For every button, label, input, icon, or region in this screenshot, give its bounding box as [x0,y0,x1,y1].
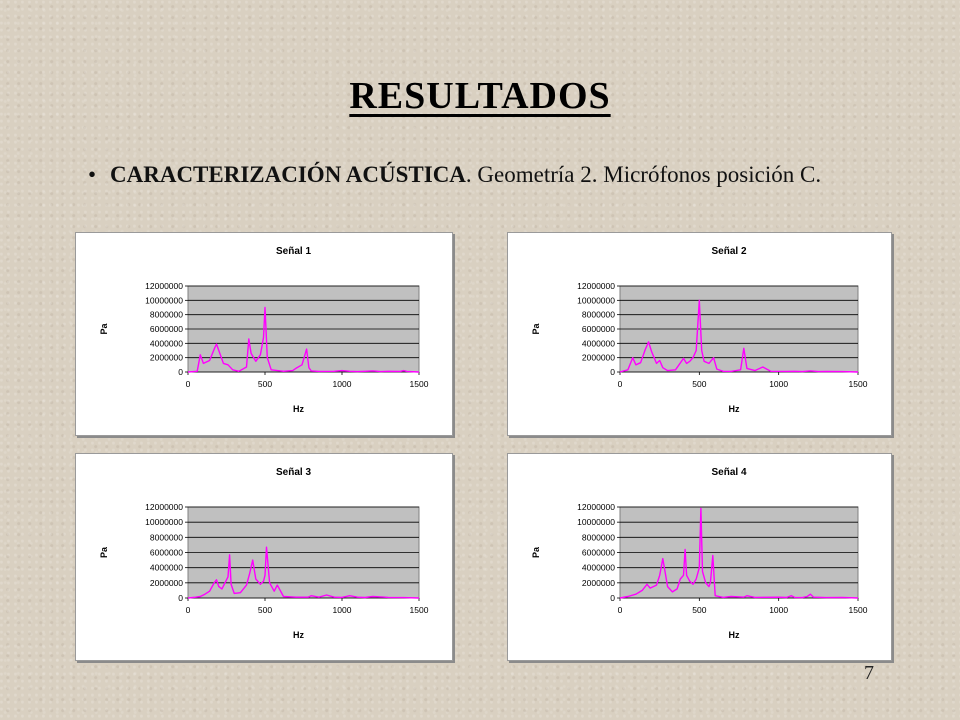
chart1-y-axis-label: Pa [99,323,109,335]
chart3-y-tick-label: 2000000 [149,577,183,588]
chart2-y-tick-label: 8000000 [581,309,615,320]
chart4-x-axis-label: Hz [728,630,740,640]
chart4-y-tick-label: 6000000 [581,547,615,558]
bullet-bold-text: CARACTERIZACIÓN ACÚSTICA [110,162,466,187]
chart4-y-tick-label: 8000000 [581,532,615,543]
chart3-x-tick-label: 0 [185,605,191,615]
chart2-y-tick-label: 12000000 [577,281,615,291]
chart3-x-axis-label: Hz [293,630,304,640]
chart4-x-tick-label: 500 [692,605,707,615]
chart-frame-3 [75,453,453,661]
chart3-y-tick-label: 6000000 [149,547,183,558]
chart1-y-tick-label: 12000000 [145,281,183,291]
chart1-x-tick-label: 0 [185,379,191,389]
chart-frame-2 [507,232,892,436]
chart4-x-tick-label: 0 [617,605,623,615]
slide-title: RESULTADOS [349,75,611,117]
chart2-title: Señal 2 [711,246,747,257]
chart4-y-tick-label: 10000000 [577,517,615,528]
chart4-x-tick-label: 1500 [848,605,868,615]
chart3-y-tick-label: 0 [178,593,183,603]
chart3-y-tick-label: 8000000 [149,532,183,543]
chart4-y-tick-label: 4000000 [581,562,615,573]
bullet-rest-text: . Geometría 2. Micrófonos posición C. [465,162,822,187]
chart4-y-tick-label: 0 [610,593,615,603]
chart1-x-tick-label: 1000 [332,379,352,389]
bullet-marker: • [88,162,97,187]
chart1-y-tick-label: 10000000 [145,295,183,306]
chart1-title: Señal 1 [275,246,312,257]
chart-senal-3 [76,454,452,660]
chart2-x-tick-label: 1000 [769,379,789,389]
chart-senal-2 [508,233,891,435]
bullet-item [88,162,821,188]
chart1-x-axis-label: Hz [293,404,304,414]
chart3-x-tick-label: 1000 [332,605,352,615]
chart4-y-tick-label: 12000000 [577,502,615,512]
chart1-y-tick-label: 2000000 [149,352,183,363]
chart4-y-tick-label: 2000000 [581,577,615,588]
page-number: 7 [864,662,874,684]
chart1-y-tick-label: 6000000 [149,324,183,334]
chart2-y-tick-label: 2000000 [581,352,615,363]
chart-frame-1 [75,232,453,436]
chart2-y-tick-label: 0 [610,367,615,377]
chart2-x-tick-label: 500 [692,379,707,389]
chart1-y-tick-label: 0 [178,367,183,377]
chart3-y-axis-label: Pa [99,546,109,559]
chart3-y-tick-label: 12000000 [145,502,183,512]
chart4-x-tick-label: 1000 [769,605,789,615]
chart2-y-tick-label: 6000000 [581,324,615,334]
chart3-title: Señal 3 [275,467,312,478]
chart2-x-tick-label: 0 [617,379,623,389]
chart4-title: Señal 4 [711,467,747,478]
chart3-x-tick-label: 500 [257,605,273,615]
chart2-y-tick-label: 4000000 [581,338,615,349]
chart1-x-tick-label: 500 [257,379,273,389]
chart1-x-tick-label: 1500 [409,379,429,389]
chart1-y-tick-label: 4000000 [149,338,183,349]
chart3-y-tick-label: 10000000 [145,517,183,528]
chart3-x-tick-label: 1500 [409,605,429,615]
chart4-y-axis-label: Pa [531,546,541,559]
chart2-x-axis-label: Hz [728,404,740,414]
chart2-y-tick-label: 10000000 [577,295,615,306]
chart1-y-tick-label: 8000000 [149,309,183,320]
chart-senal-1 [76,233,452,435]
chart3-y-tick-label: 4000000 [149,562,183,573]
chart-senal-4 [508,454,891,660]
chart2-y-axis-label: Pa [531,323,541,335]
chart-frame-4 [507,453,892,661]
chart2-x-tick-label: 1500 [848,379,868,389]
